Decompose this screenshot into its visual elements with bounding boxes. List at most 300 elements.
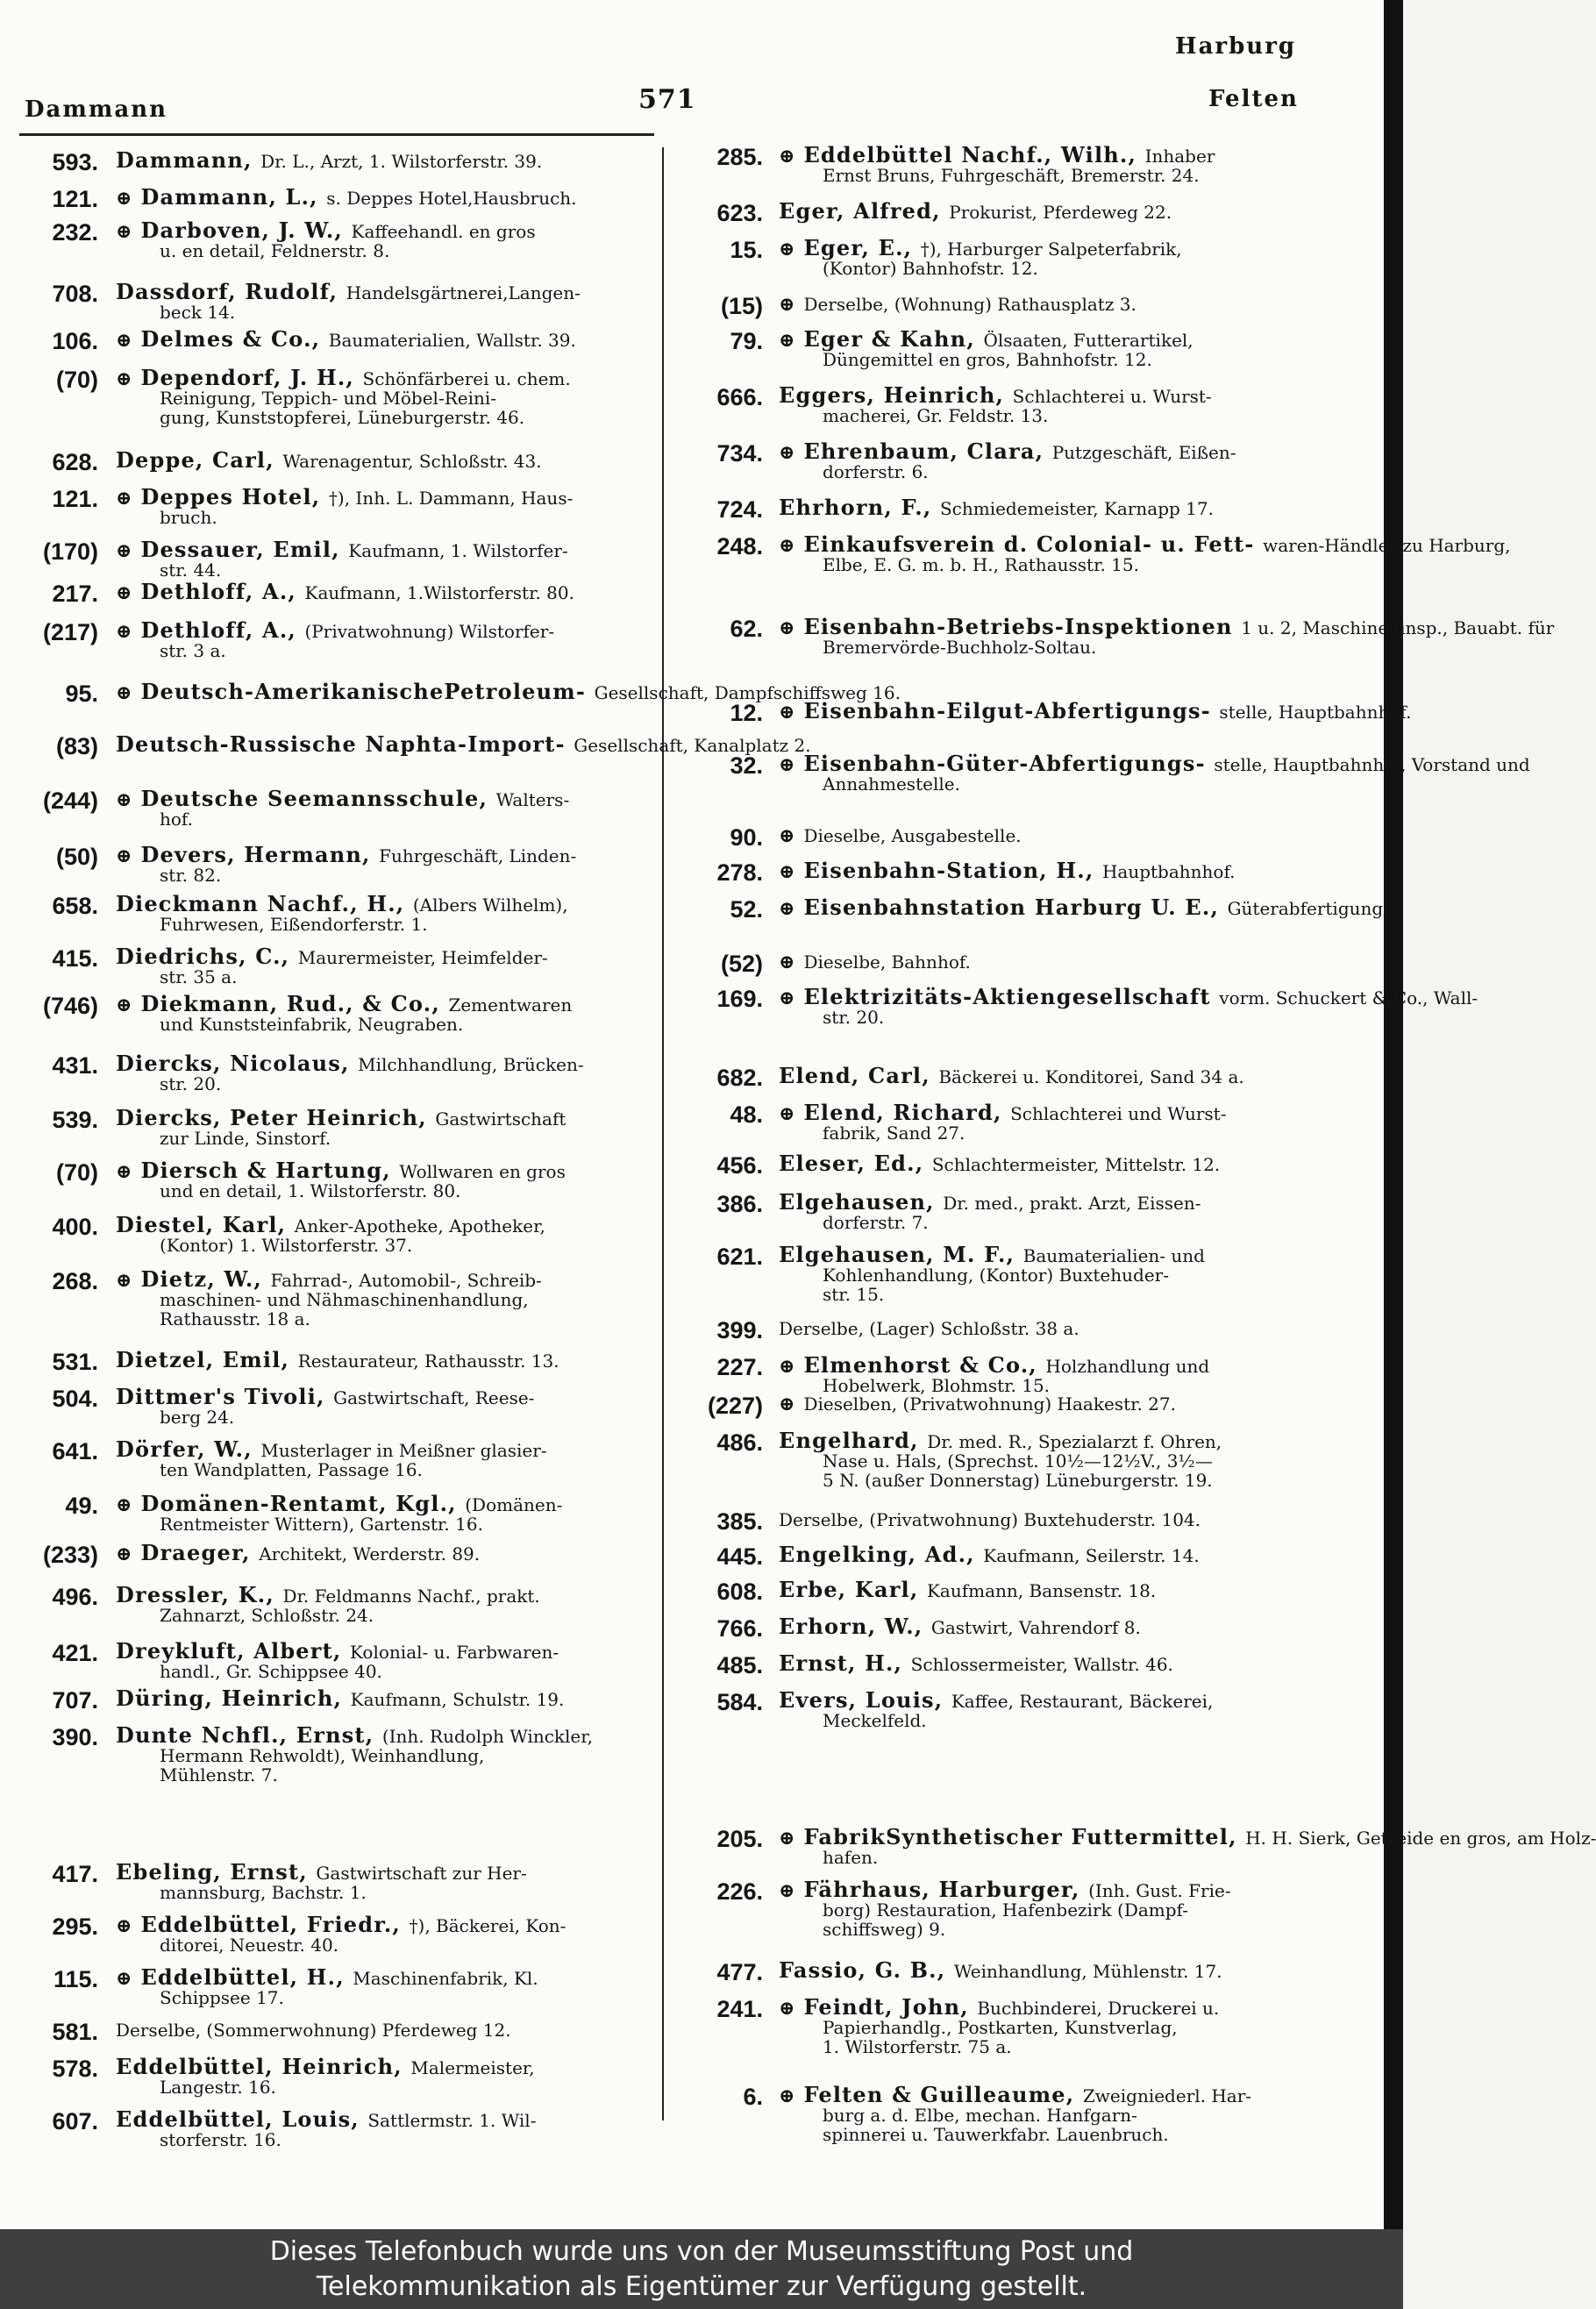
entry-detail-continued: borg) Restauration, Hafenbezirk (Dampf- xyxy=(823,1899,1188,1921)
subscriber-name: Dependorf, J. H., xyxy=(140,365,363,390)
entry-detail: Dieselbe, Ausgabestelle. xyxy=(803,825,1022,846)
entry-detail-continued: Zahnarzt, Schloßstr. 24. xyxy=(160,1605,374,1626)
entry-detail: Buchbinderei, Druckerei u. xyxy=(977,1998,1220,2019)
entry-text xyxy=(779,1824,1596,1868)
subscriber-name: Einkaufsverein d. Colonial- u. Fett- xyxy=(803,531,1264,557)
phone-number: (746) xyxy=(42,993,98,1019)
entry-detail-continued: hafen. xyxy=(823,1847,879,1868)
entry-detail-continued: und Kunststeinfabrik, Neugraben. xyxy=(160,1014,464,1035)
entry-detail-continued: u. en detail, Feldnerstr. 8. xyxy=(160,240,390,261)
phone-number: 295. xyxy=(52,1913,98,1940)
phone-number: 248. xyxy=(716,533,763,559)
entry-detail: Walters- xyxy=(495,789,570,810)
subscriber-name: Düring, Heinrich, xyxy=(116,1685,351,1711)
subscriber-name: Devers, Hermann, xyxy=(140,842,380,867)
entry-detail-continued: Hobelwerk, Blohmstr. 15. xyxy=(823,1375,1051,1396)
entry-detail-continued: str. 35 a. xyxy=(160,966,238,987)
subscriber-name: FabrikSynthetischer Futtermittel, xyxy=(803,1824,1246,1849)
telephone-marker-icon: ⊕ xyxy=(116,220,132,243)
telephone-marker-icon: ⊕ xyxy=(116,1269,132,1292)
page-number: 571 xyxy=(638,84,696,115)
entry-text xyxy=(779,698,1412,723)
entry-text xyxy=(779,858,1236,883)
phone-number: 49. xyxy=(65,1493,98,1519)
telephone-marker-icon: ⊕ xyxy=(779,951,795,973)
subscriber-name: Diekmann, Rud., & Co., xyxy=(140,991,449,1016)
entry-detail: waren-Händler zu Harburg, xyxy=(1263,535,1511,556)
phone-number: 15. xyxy=(730,237,763,263)
telephone-marker-icon: ⊕ xyxy=(116,187,132,210)
phone-number: (227) xyxy=(707,1393,763,1419)
telephone-marker-icon: ⊕ xyxy=(116,367,132,390)
entry-detail-continued: Rathausstr. 18 a. xyxy=(160,1308,310,1329)
entry-text xyxy=(779,1957,1222,1983)
entry-detail: Putzgeschäft, Eißen- xyxy=(1051,442,1236,463)
subscriber-name: Dittmer's Tivoli, xyxy=(116,1384,334,1409)
entry-text xyxy=(779,1394,1176,1414)
entry-detail: Dr. L., Arzt, 1. Wilstorferstr. 39. xyxy=(260,151,543,172)
entry-text xyxy=(779,382,1212,426)
phone-number: 456. xyxy=(716,1152,763,1179)
entry-detail: Bäckerei u. Konditorei, Sand 34 a. xyxy=(938,1066,1244,1087)
entry-detail: Kaufmann, Seilerstr. 14. xyxy=(983,1545,1200,1566)
subscriber-name: Engelking, Ad., xyxy=(779,1542,984,1567)
entry-detail: Fuhrgeschäft, Linden- xyxy=(379,845,577,866)
subscriber-name: Eisenbahn-Betriebs-Inspektionen xyxy=(803,614,1242,639)
entry-detail-continued: fabrik, Sand 27. xyxy=(823,1122,965,1144)
entry-detail: Ölsaaten, Futterartikel, xyxy=(983,330,1193,351)
entry-detail-continued: macherei, Gr. Feldstr. 13. xyxy=(823,405,1049,426)
entry-detail-continued: Mühlenstr. 7. xyxy=(160,1764,278,1785)
phone-number: 399. xyxy=(716,1317,763,1343)
phone-number: 431. xyxy=(52,1052,98,1079)
entry-detail-continued: Ernst Bruns, Fuhrgeschäft, Bremerstr. 24. xyxy=(823,165,1200,186)
entry-detail: Gastwirt, Vahrendorf 8. xyxy=(930,1617,1141,1638)
entry-text xyxy=(779,495,1214,520)
entry-detail-continued: Langestr. 16. xyxy=(160,2077,276,2098)
phone-number: 232. xyxy=(52,219,98,246)
entry-detail: Zweigniederl. Har- xyxy=(1082,2085,1252,2106)
entry-text xyxy=(779,1994,1220,2057)
entry-detail-continued: (Kontor) Bahnhofstr. 12. xyxy=(823,258,1038,279)
phone-number: 658. xyxy=(52,893,98,919)
entry-detail: Schönfärberei u. chem. xyxy=(362,368,571,389)
phone-number: 400. xyxy=(52,1214,98,1240)
subscriber-name: Erbe, Karl, xyxy=(779,1577,927,1602)
entry-detail: †), Bäckerei, Kon- xyxy=(409,1915,566,1936)
subscriber-name: Deutsche Seemannsschule, xyxy=(140,786,496,811)
subscriber-name: Darboven, J. W., xyxy=(140,217,352,243)
telephone-marker-icon: ⊕ xyxy=(116,1967,132,1990)
entry-detail: †), Harburger Salpeterfabrik, xyxy=(920,239,1182,260)
phone-number: 707. xyxy=(52,1687,98,1714)
telephone-marker-icon: ⊕ xyxy=(779,753,795,776)
telephone-marker-icon: ⊕ xyxy=(779,1997,795,2020)
entry-detail-continued: Elbe, E. G. m. b. H., Rathausstr. 15. xyxy=(823,554,1139,575)
entry-detail: H. H. Sierk, Getreide en gros, am Holz- xyxy=(1245,1828,1596,1849)
header-top-keyword: Harburg xyxy=(1175,33,1297,60)
header-rule-left xyxy=(19,133,654,136)
entry-detail: Güterabfertigung. xyxy=(1227,898,1389,919)
entry-detail: (Domänen- xyxy=(465,1494,563,1515)
telephone-marker-icon: ⊕ xyxy=(779,860,795,883)
entry-detail: Dr. med. R., Spezialarzt f. Ohren, xyxy=(927,1431,1222,1452)
entry-detail: Dr. med., prakt. Arzt, Eissen- xyxy=(943,1193,1201,1214)
subscriber-name: Eddelbüttel, Friedr., xyxy=(140,1912,410,1937)
entry-detail: Sattlermstr. 1. Wil- xyxy=(367,2110,537,2131)
entry-detail-continued: Annahmestelle. xyxy=(823,773,960,795)
subscriber-name: Ehrenbaum, Clara, xyxy=(803,438,1052,464)
entry-detail-continued: schiffsweg) 9. xyxy=(823,1919,946,1940)
entry-detail: Kaffee, Restaurant, Bäckerei, xyxy=(951,1691,1214,1712)
entry-detail: Maurermeister, Heimfelder- xyxy=(297,947,548,968)
entry-text xyxy=(779,894,1389,920)
subscriber-name: Dessauer, Emil, xyxy=(140,537,349,562)
entry-detail: Anker-Apotheke, Apotheker, xyxy=(294,1215,545,1236)
entry-detail-continued: Fuhrwesen, Eißendorferstr. 1. xyxy=(160,914,428,935)
subscriber-name: Ehrhorn, F., xyxy=(779,495,940,520)
phone-number: 531. xyxy=(52,1349,98,1375)
entry-detail-continued: dorferstr. 7. xyxy=(823,1212,929,1233)
subscriber-name: Dammann, L., xyxy=(140,184,327,210)
telephone-marker-icon: ⊕ xyxy=(116,1160,132,1183)
phone-number: 621. xyxy=(716,1244,763,1270)
phone-number: (70) xyxy=(55,367,98,393)
entry-text xyxy=(779,1614,1141,1639)
phone-number: (244) xyxy=(42,787,98,814)
phone-number: 477. xyxy=(716,1959,763,1985)
phone-number: 496. xyxy=(52,1584,98,1610)
telephone-marker-icon: ⊕ xyxy=(116,329,132,352)
telephone-marker-icon: ⊕ xyxy=(116,539,132,562)
phone-number: 52. xyxy=(730,896,763,923)
entry-detail-continued: 5 N. (außer Donnerstag) Lüneburgerstr. 19. xyxy=(823,1470,1213,1491)
entry-detail: Kaufmann, 1.Wilstorferstr. 80. xyxy=(304,582,574,603)
entry-text xyxy=(779,1151,1221,1176)
entry-detail: Weinhandlung, Mühlenstr. 17. xyxy=(953,1961,1222,1982)
entry-detail: Baumaterialien, Wallstr. 39. xyxy=(328,330,576,351)
phone-number: 62. xyxy=(730,616,763,642)
entry-text xyxy=(779,1319,1079,1338)
entry-detail: Maschinenfabrik, Kl. xyxy=(353,1968,538,1989)
subscriber-name: Eisenbahn-Station, H., xyxy=(803,858,1102,883)
subscriber-name: Fährhaus, Harburger, xyxy=(803,1877,1089,1902)
entry-detail: Fahrrad-, Automobil-, Schreib- xyxy=(270,1270,542,1291)
telephone-marker-icon: ⊕ xyxy=(779,145,795,167)
entry-detail-continued: Bremervörde-Buchholz-Soltau. xyxy=(823,637,1097,658)
entry-text xyxy=(779,198,1172,224)
subscriber-name: Eggers, Heinrich, xyxy=(779,382,1013,408)
subscriber-name: Deutsch-Russische Naphta-Import- xyxy=(116,731,574,757)
telephone-marker-icon: ⊕ xyxy=(116,620,132,643)
telephone-marker-icon: ⊕ xyxy=(779,534,795,557)
phone-number: 95. xyxy=(65,681,98,707)
entry-text xyxy=(779,531,1511,575)
entry-detail-continued: ten Wandplatten, Passage 16. xyxy=(160,1459,423,1480)
telephone-marker-icon: ⊕ xyxy=(779,293,795,316)
subscriber-name: Eger & Kahn, xyxy=(803,326,984,352)
entry-detail: Dr. Feldmanns Nachf., prakt. xyxy=(282,1586,540,1607)
phone-number: 608. xyxy=(716,1579,763,1605)
subscriber-name: Feindt, John, xyxy=(803,1994,978,2020)
entry-text xyxy=(779,826,1022,845)
telephone-marker-icon: ⊕ xyxy=(116,994,132,1016)
telephone-marker-icon: ⊕ xyxy=(116,788,132,811)
entry-detail-continued: Hermann Rehwoldt), Weinhandlung, xyxy=(160,1745,485,1766)
entry-detail-continued: handl., Gr. Schippsee 40. xyxy=(160,1661,382,1682)
telephone-marker-icon: ⊕ xyxy=(779,441,795,464)
subscriber-name: Dethloff, A., xyxy=(140,579,305,604)
entry-detail: Zementwaren xyxy=(448,994,573,1016)
subscriber-name: Diestel, Karl, xyxy=(116,1212,295,1237)
phone-number: 90. xyxy=(730,824,763,851)
entry-detail-continued: beck 14. xyxy=(160,302,236,323)
telephone-marker-icon: ⊕ xyxy=(779,824,795,847)
entry-detail-continued: Schippsee 17. xyxy=(160,1987,284,2008)
entry-text xyxy=(779,1063,1244,1088)
subscriber-name: Dressler, K., xyxy=(116,1582,283,1607)
entry-text xyxy=(779,952,971,972)
subscriber-name: Eddelbüttel, H., xyxy=(140,1964,353,1990)
entry-detail: (Privatwohnung) Wilstorfer- xyxy=(304,621,555,642)
subscriber-name: Diedrichs, C., xyxy=(116,944,298,969)
entry-detail: Kaufmann, Bansenstr. 18. xyxy=(926,1580,1157,1601)
entry-detail: Inhaber xyxy=(1144,146,1215,167)
entry-detail: (Albers Wilhelm), xyxy=(412,894,568,916)
entry-text xyxy=(779,1242,1205,1305)
entry-detail-continued: str. 20. xyxy=(823,1007,885,1028)
phone-number: 115. xyxy=(53,1966,98,1992)
subscriber-name: Eger, Alfred, xyxy=(779,198,950,224)
entry-detail: vorm. Schuckert & Co., Wall- xyxy=(1219,987,1478,1008)
phone-number: 445. xyxy=(716,1543,763,1570)
phone-number: 226. xyxy=(716,1878,763,1905)
entry-detail-continued: str. 44. xyxy=(160,559,222,581)
entry-detail-continued: burg a. d. Elbe, mechan. Hanfgarn- xyxy=(823,2105,1137,2126)
entry-detail-continued: str. 15. xyxy=(823,1284,885,1305)
subscriber-name: Eleser, Ed., xyxy=(779,1151,932,1176)
phone-number: 682. xyxy=(716,1065,763,1091)
entry-detail: s. Deppes Hotel,Hausbruch. xyxy=(326,188,577,209)
subscriber-name: Elmenhorst & Co., xyxy=(803,1352,1046,1378)
phone-number: (70) xyxy=(55,1159,98,1186)
entry-detail: Kolonial- u. Farbwaren- xyxy=(350,1642,559,1663)
entry-detail-continued: bruch. xyxy=(160,507,217,528)
telephone-marker-icon: ⊕ xyxy=(116,487,132,510)
entry-text xyxy=(779,1687,1214,1731)
subscriber-name: Deppe, Carl, xyxy=(116,447,283,473)
entry-detail-continued: maschinen- und Nähmaschinenhandlung, xyxy=(160,1289,529,1310)
entry-detail: Derselbe, (Sommerwohnung) Pferdeweg 12. xyxy=(116,2020,511,2041)
subscriber-name: Fassio, G. B., xyxy=(779,1957,954,1983)
phone-number: 390. xyxy=(52,1724,98,1750)
phone-number: 628. xyxy=(52,449,98,475)
entry-detail: Schlossermeister, Wallstr. 46. xyxy=(910,1654,1173,1675)
subscriber-name: Dassdorf, Rudolf, xyxy=(116,279,346,304)
header-left-keyword: Dammann xyxy=(25,96,168,123)
phone-number: 623. xyxy=(716,200,763,226)
entry-detail: Holzhandlung und xyxy=(1045,1356,1210,1377)
entry-detail: Warenagentur, Schloßstr. 43. xyxy=(282,451,542,472)
phone-number: 581. xyxy=(52,2019,98,2045)
telephone-marker-icon: ⊕ xyxy=(116,1914,132,1937)
entry-text xyxy=(779,2082,1252,2145)
phone-number: 485. xyxy=(716,1652,763,1678)
telephone-marker-icon: ⊕ xyxy=(116,681,132,704)
phone-number: 766. xyxy=(716,1615,763,1642)
subscriber-name: Dammann, xyxy=(116,147,261,173)
entry-detail-continued: hof. xyxy=(160,809,193,830)
entry-text xyxy=(779,1189,1201,1233)
subscriber-name: Dietz, W., xyxy=(140,1266,271,1292)
entry-detail: Gesellschaft, Dampfschiffsweg 16. xyxy=(594,682,901,703)
entry-detail: 1 u. 2, Maschineninsp., Bauabt. für xyxy=(1241,617,1555,638)
telephone-marker-icon: ⊕ xyxy=(779,616,795,639)
phone-number: 539. xyxy=(52,1107,98,1133)
entry-detail-continued: zur Linde, Sinstorf. xyxy=(160,1128,331,1149)
phone-number: 578. xyxy=(52,2056,98,2082)
entry-detail: Kaffeehandl. en gros xyxy=(351,221,536,242)
entry-detail: Gastwirtschaft, Reese- xyxy=(333,1387,535,1408)
phone-number: (233) xyxy=(42,1542,98,1568)
telephone-marker-icon: ⊕ xyxy=(779,2085,795,2107)
entry-detail-continued: str. 20. xyxy=(160,1073,222,1094)
telephone-marker-icon: ⊕ xyxy=(779,987,795,1009)
subscriber-name: Engelhard, xyxy=(779,1428,928,1453)
subscriber-name: Eisenbahnstation Harburg U. E., xyxy=(803,894,1228,920)
telephone-marker-icon: ⊕ xyxy=(116,1543,132,1565)
subscriber-name: Draeger, xyxy=(140,1540,260,1565)
entry-detail-continued: str. 82. xyxy=(160,865,222,886)
entry-detail: Gesellschaft, Kanalplatz 2. xyxy=(574,735,811,756)
entry-detail-continued: str. 3 a. xyxy=(160,640,226,661)
entry-text xyxy=(779,1650,1173,1676)
phone-number: 504. xyxy=(52,1386,98,1412)
entry-detail: Malermeister, xyxy=(410,2057,535,2078)
phone-number: 708. xyxy=(52,281,98,307)
entry-detail: Restaurateur, Rathausstr. 13. xyxy=(297,1350,559,1372)
phone-number: (170) xyxy=(42,538,98,565)
subscriber-name: Elgehausen, M. F., xyxy=(779,1242,1023,1267)
telephone-marker-icon: ⊕ xyxy=(779,1879,795,1902)
telephone-marker-icon: ⊕ xyxy=(779,701,795,723)
entry-text xyxy=(779,438,1236,482)
entry-text xyxy=(779,1510,1201,1529)
phone-number: 421. xyxy=(52,1640,98,1666)
entry-detail-continued: Reinigung, Teppich- und Möbel-Reini- xyxy=(160,388,497,409)
entry-detail: Baumaterialien- und xyxy=(1022,1245,1205,1266)
entry-text xyxy=(779,1877,1231,1940)
telephone-marker-icon: ⊕ xyxy=(779,329,795,352)
entry-detail: Musterlager in Meißner glasier- xyxy=(260,1440,547,1461)
phone-number: 734. xyxy=(716,440,763,467)
phone-number: 584. xyxy=(716,1689,763,1715)
entry-text xyxy=(779,295,1136,314)
subscriber-name: Diercks, Peter Heinrich, xyxy=(116,1105,436,1130)
subscriber-name: Dreykluft, Albert, xyxy=(116,1638,351,1664)
entry-detail: Milchhandlung, Brücken- xyxy=(358,1054,584,1075)
phone-number: 417. xyxy=(52,1861,98,1887)
subscriber-name: Erhorn, W., xyxy=(779,1614,931,1639)
telephone-marker-icon: ⊕ xyxy=(116,1493,132,1516)
phone-number: 386. xyxy=(716,1191,763,1217)
entry-detail-continued: berg 24. xyxy=(160,1407,235,1428)
subscriber-name: Eisenbahn-Eilgut-Abfertigungs- xyxy=(803,698,1220,723)
entry-text xyxy=(116,1722,593,1785)
entry-text xyxy=(779,614,1555,658)
subscriber-name: Deppes Hotel, xyxy=(140,484,329,510)
phone-number: (50) xyxy=(55,844,98,870)
entry-text xyxy=(779,751,1530,795)
subscriber-name: Elend, Carl, xyxy=(779,1063,939,1088)
phone-number: 241. xyxy=(716,1996,763,2022)
entry-detail: Schlachterei u. Wurst- xyxy=(1012,386,1212,407)
entry-detail: Prokurist, Pferdeweg 22. xyxy=(949,202,1172,223)
subscriber-name: Deutsch-AmerikanischePetroleum- xyxy=(140,679,595,704)
entry-detail: Derselbe, (Wohnung) Rathausplatz 3. xyxy=(803,294,1136,315)
entry-detail-continued: (Kontor) 1. Wilstorferstr. 37. xyxy=(160,1235,413,1256)
entry-text xyxy=(116,2020,511,2040)
phone-number: 666. xyxy=(716,384,763,410)
entry-detail: Kaufmann, Schulstr. 19. xyxy=(350,1689,565,1710)
subscriber-name: Delmes & Co., xyxy=(140,326,329,352)
subscriber-name: Evers, Louis, xyxy=(779,1687,951,1713)
phone-number: 385. xyxy=(716,1508,763,1535)
entry-text xyxy=(779,142,1215,186)
entry-detail: Kaufmann, 1. Wilstorfer- xyxy=(348,540,568,561)
telephone-marker-icon: ⊕ xyxy=(779,238,795,260)
telephone-marker-icon: ⊕ xyxy=(779,1102,795,1125)
entry-detail-continued: spinnerei u. Tauwerkfabr. Lauenbruch. xyxy=(823,2124,1169,2145)
phone-number: 268. xyxy=(52,1268,98,1294)
phone-number: 12. xyxy=(730,700,763,726)
entry-detail: Dieselbe, Bahnhof. xyxy=(803,951,971,973)
entry-detail-continued: dorferstr. 6. xyxy=(823,461,929,482)
entry-detail-continued: 1. Wilstorferstr. 75 a. xyxy=(823,2036,1012,2057)
subscriber-name: Elend, Richard, xyxy=(803,1100,1011,1125)
subscriber-name: Eger, E., xyxy=(803,235,921,260)
footer-line-1: Dieses Telefonbuch wurde uns von der Museumsstiftung Post und xyxy=(269,2236,1134,2267)
entry-text xyxy=(116,579,574,604)
entry-detail: stelle, Hauptbahnhof. xyxy=(1219,702,1412,723)
entry-detail: Dieselben, (Privatwohnung) Haakestr. 27. xyxy=(803,1393,1176,1415)
entry-detail-continued: storferstr. 16. xyxy=(160,2129,281,2150)
header-right-keyword: Felten xyxy=(1208,86,1299,112)
phone-number: 79. xyxy=(730,328,763,354)
entry-detail: Hauptbahnhof. xyxy=(1101,861,1236,882)
phone-number: 121. xyxy=(52,186,98,212)
telephone-marker-icon: ⊕ xyxy=(779,1355,795,1378)
phone-number: 724. xyxy=(716,496,763,523)
entry-detail-continued: mannsburg, Bachstr. 1. xyxy=(160,1882,367,1903)
entry-text xyxy=(116,2106,537,2150)
subscriber-name: Ebeling, Ernst, xyxy=(116,1859,317,1885)
subscriber-name: Eddelbüttel Nachf., Wilh., xyxy=(803,142,1145,167)
phone-number: 121. xyxy=(52,486,98,512)
entry-detail-continued: Meckelfeld. xyxy=(823,1710,927,1731)
telephone-marker-icon: ⊕ xyxy=(779,1827,795,1849)
entry-detail-continued: Düngemittel en gros, Bahnhofstr. 12. xyxy=(823,349,1152,370)
phone-number: 205. xyxy=(716,1826,763,1852)
entry-detail-continued: Papierhandlg., Postkarten, Kunstverlag, xyxy=(823,2017,1178,2038)
entry-detail: Schlachterei und Wurst- xyxy=(1010,1103,1227,1124)
phone-number: 278. xyxy=(716,859,763,886)
entry-detail: (Inh. Gust. Frie- xyxy=(1088,1880,1231,1901)
entry-detail-continued: Rentmeister Wittern), Gartenstr. 16. xyxy=(160,1514,483,1535)
subscriber-name: Eddelbüttel, Louis, xyxy=(116,2106,368,2132)
phone-number: 285. xyxy=(716,144,763,170)
subscriber-name: Diersch & Hartung, xyxy=(140,1158,400,1183)
